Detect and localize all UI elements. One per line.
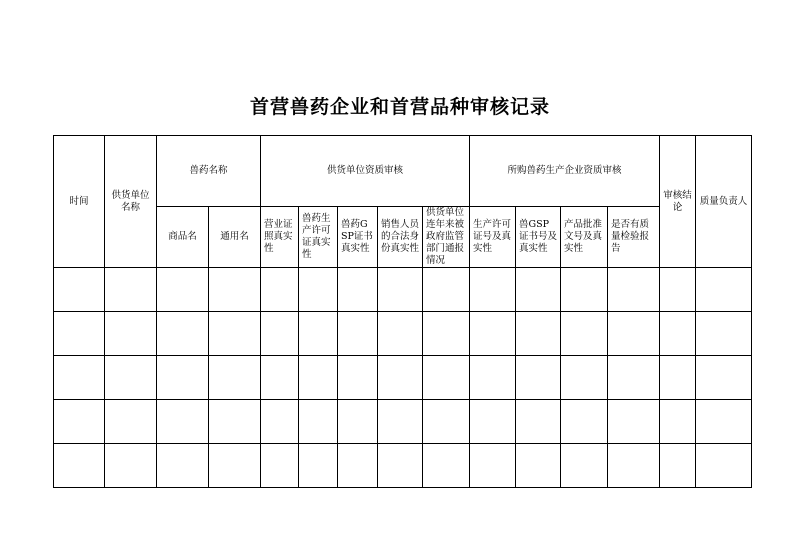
gsp-cert-no-cell[interactable]	[516, 268, 561, 312]
trade-name-cell[interactable]	[157, 400, 209, 444]
supplier-cell[interactable]	[105, 312, 157, 356]
review-conclusion-cell[interactable]	[660, 444, 696, 488]
time-cell[interactable]	[54, 268, 105, 312]
time-header: 时间	[54, 136, 105, 268]
gsp-cert-no-cell[interactable]	[516, 312, 561, 356]
quality-report-header: 是否有质量检验报告	[608, 207, 660, 268]
drug-production-license-cell[interactable]	[299, 312, 338, 356]
trade-name-header: 商品名	[157, 207, 209, 268]
drug-production-license-cell[interactable]	[299, 444, 338, 488]
drug-production-license-cell[interactable]	[299, 400, 338, 444]
sales-person-identity-cell[interactable]	[378, 356, 423, 400]
gov-notice-cell[interactable]	[423, 268, 470, 312]
generic-name-cell[interactable]	[209, 356, 261, 400]
quality-person-cell[interactable]	[696, 400, 752, 444]
sales-person-identity-header: 销售人员的合法身份真实性	[378, 207, 423, 268]
table-row	[54, 268, 752, 312]
header-row-1	[54, 136, 752, 193]
gov-notice-cell[interactable]	[423, 312, 470, 356]
review-conclusion-cell[interactable]	[660, 312, 696, 356]
gsp-certificate-cell[interactable]	[338, 268, 378, 312]
approval-no-cell[interactable]	[561, 268, 608, 312]
review-conclusion-cell[interactable]	[660, 400, 696, 444]
production-license-no-header: 生产许可证号及真实性	[470, 207, 516, 268]
business-license-cell[interactable]	[261, 268, 299, 312]
sales-person-identity-cell[interactable]	[378, 444, 423, 488]
table-row	[54, 444, 752, 488]
gsp-certificate-cell[interactable]	[338, 444, 378, 488]
quality-person-cell[interactable]	[696, 312, 752, 356]
manufacturer-review-group-header: 所购兽药生产企业资质审核	[470, 136, 660, 207]
production-license-no-cell[interactable]	[470, 444, 516, 488]
generic-name-cell[interactable]	[209, 444, 261, 488]
drug-production-license-cell[interactable]	[299, 356, 338, 400]
business-license-cell[interactable]	[261, 356, 299, 400]
quality-report-cell[interactable]	[608, 400, 660, 444]
review-conclusion-cell[interactable]	[660, 356, 696, 400]
approval-no-header: 产品批准文号及真实性	[561, 207, 608, 268]
supplier-cell[interactable]	[105, 268, 157, 312]
business-license-cell[interactable]	[261, 312, 299, 356]
approval-no-cell[interactable]	[561, 400, 608, 444]
supplier-cell[interactable]	[105, 444, 157, 488]
production-license-no-cell[interactable]	[470, 400, 516, 444]
table-row	[54, 400, 752, 444]
sales-person-identity-cell[interactable]	[378, 312, 423, 356]
sales-person-identity-cell[interactable]	[378, 400, 423, 444]
document-title: 首营兽药企业和首营品种审核记录	[249, 96, 550, 118]
trade-name-cell[interactable]	[157, 268, 209, 312]
gov-notice-cell[interactable]	[423, 356, 470, 400]
trade-name-cell[interactable]	[157, 444, 209, 488]
gov-notice-cell[interactable]	[423, 444, 470, 488]
quality-report-cell[interactable]	[608, 268, 660, 312]
business-license-cell[interactable]	[261, 444, 299, 488]
table-row	[54, 356, 752, 400]
gsp-cert-no-cell[interactable]	[516, 400, 561, 444]
quality-person-header: 质量负责人	[696, 136, 752, 268]
trade-name-cell[interactable]	[157, 356, 209, 400]
business-license-cell[interactable]	[261, 400, 299, 444]
gsp-certificate-cell[interactable]	[338, 356, 378, 400]
time-cell[interactable]	[54, 400, 105, 444]
supplier-cell[interactable]	[105, 356, 157, 400]
gsp-certificate-header: 兽药GSP证书真实性	[338, 207, 378, 268]
time-cell[interactable]	[54, 444, 105, 488]
drug-production-license-header: 兽药生产许可证真实性	[299, 207, 338, 268]
supplier-review-group-header: 供货单位资质审核	[261, 136, 470, 207]
quality-person-cell[interactable]	[696, 356, 752, 400]
approval-no-cell[interactable]	[561, 444, 608, 488]
production-license-no-cell[interactable]	[470, 312, 516, 356]
review-conclusion-header: 审核结论	[660, 136, 696, 268]
production-license-no-cell[interactable]	[470, 356, 516, 400]
gsp-cert-no-header: 兽GSP证书号及真实性	[516, 207, 561, 268]
quality-report-cell[interactable]	[608, 356, 660, 400]
time-cell[interactable]	[54, 356, 105, 400]
quality-report-cell[interactable]	[608, 312, 660, 356]
gsp-certificate-cell[interactable]	[338, 400, 378, 444]
quality-person-cell[interactable]	[696, 444, 752, 488]
drug-name-group-header: 兽药名称	[157, 136, 261, 207]
production-license-no-cell[interactable]	[470, 268, 516, 312]
time-cell[interactable]	[54, 312, 105, 356]
sales-person-identity-cell[interactable]	[378, 268, 423, 312]
table-row	[54, 312, 752, 356]
drug-production-license-cell[interactable]	[299, 268, 338, 312]
header-row-3	[54, 207, 752, 268]
gsp-cert-no-cell[interactable]	[516, 444, 561, 488]
gsp-certificate-cell[interactable]	[338, 312, 378, 356]
approval-no-cell[interactable]	[561, 356, 608, 400]
quality-person-cell[interactable]	[696, 268, 752, 312]
trade-name-cell[interactable]	[157, 312, 209, 356]
gov-notice-header: 供货单位连年来被政府监管部门通报情况	[423, 207, 470, 268]
business-license-header: 营业证照真实性	[261, 207, 299, 268]
generic-name-cell[interactable]	[209, 400, 261, 444]
generic-name-cell[interactable]	[209, 312, 261, 356]
review-record-table	[53, 135, 752, 488]
review-conclusion-cell[interactable]	[660, 268, 696, 312]
approval-no-cell[interactable]	[561, 312, 608, 356]
gov-notice-cell[interactable]	[423, 400, 470, 444]
generic-name-cell[interactable]	[209, 268, 261, 312]
gsp-cert-no-cell[interactable]	[516, 356, 561, 400]
generic-name-header: 通用名	[209, 207, 261, 268]
supplier-cell[interactable]	[105, 400, 157, 444]
quality-report-cell[interactable]	[608, 444, 660, 488]
supplier-name-header: 供货单位名称	[105, 136, 157, 268]
